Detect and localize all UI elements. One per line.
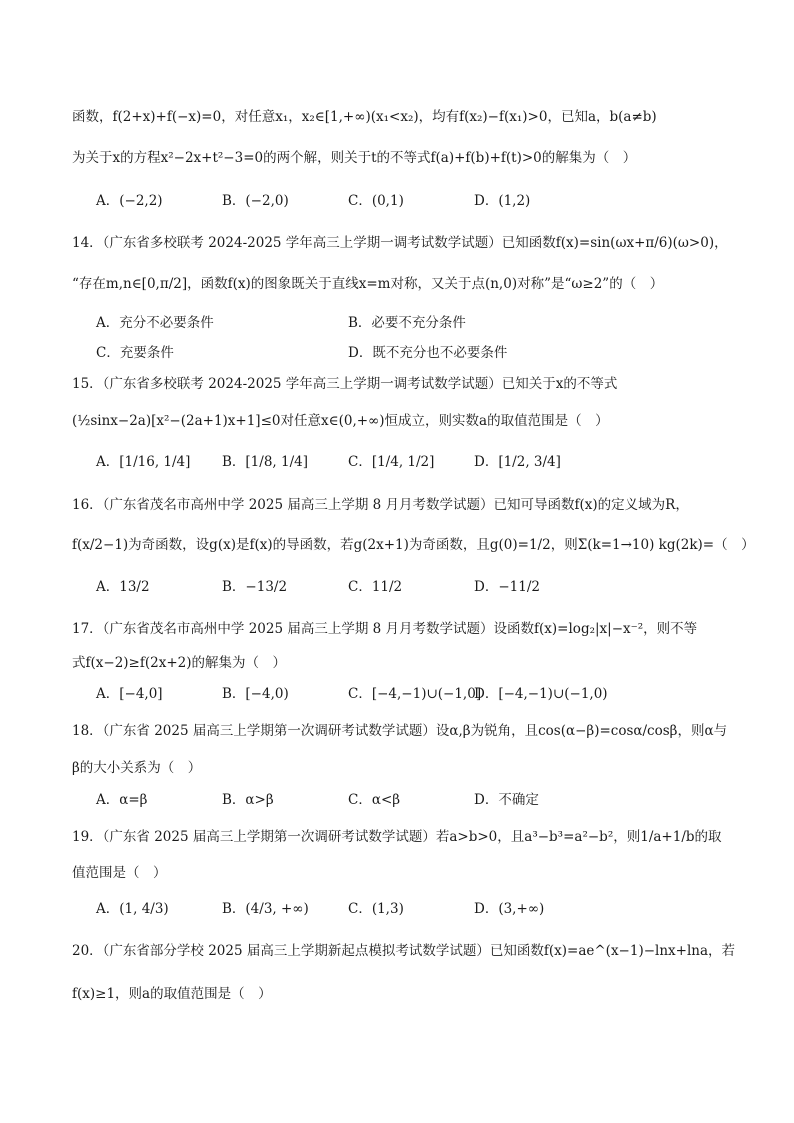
problem-18-line-2: β的大小关系为（ ） bbox=[72, 760, 202, 776]
problem-17-line-1: 17．（广东省茂名市高州中学 2025 届高三上学期 8 月月考数学试题）设函数f(x)=log₂|x|−x⁻²，则不等 bbox=[72, 621, 698, 637]
option-d: D．−11/2 bbox=[474, 579, 540, 595]
option-c: C．11/2 bbox=[348, 579, 403, 595]
option-d: D．[1/2, 3/4] bbox=[474, 454, 561, 470]
problem-20-line-2: f(x)≥1，则a的取值范围是（ ） bbox=[72, 986, 272, 1002]
option-c: C．[1/4, 1/2] bbox=[348, 454, 435, 470]
problem-13-line-2: 为关于x的方程x²−2x+t²−3=0的两个解，则关于t的不等式f(a)+f(b)+f(t)>0的解集为（ ） bbox=[72, 150, 637, 166]
option-b: B．[1/8, 1/4] bbox=[222, 454, 308, 470]
problem-13-options bbox=[96, 193, 734, 209]
option-c: C．充要条件 bbox=[96, 345, 174, 361]
option-b: B．[−4,0) bbox=[222, 686, 289, 702]
option-d: D．(3,+∞) bbox=[474, 901, 545, 917]
problem-20-line-1: 20．（广东省部分学校 2025 届高三上学期新起点模拟考试数学试题）已知函数f(x)=ae^(x−1)−lnx+lna，若 bbox=[72, 943, 736, 959]
problem-14-options-row-2 bbox=[96, 345, 734, 361]
problem-17-options bbox=[96, 686, 734, 702]
option-b: B．α>β bbox=[222, 792, 274, 808]
option-a: A．[1/16, 1/4] bbox=[96, 454, 191, 470]
problem-15-line-2: (½sinx−2a)[x²−(2a+1)x+1]≤0对任意x∈(0,+∞)恒成立，则实数a的取值范围是（ ） bbox=[72, 413, 609, 429]
problem-13-line-1: 函数，f(2+x)+f(−x)=0，对任意x₁，x₂∈[1,+∞)(x₁<x₂)，均有f(x₂)−f(x₁)>0，已知a，b(a≠b) bbox=[72, 109, 657, 125]
option-c: C．[−4,−1)∪(−1,0] bbox=[348, 686, 482, 702]
problem-14-options-row-1 bbox=[96, 315, 734, 331]
option-d: D．[−4,−1)∪(−1,0) bbox=[474, 686, 608, 702]
option-a: A．(−2,2) bbox=[96, 193, 163, 209]
option-c: C．(1,3) bbox=[348, 901, 404, 917]
problem-15-line-1: 15．（广东省多校联考 2024-2025 学年高三上学期一调考试数学试题）已知关于x的不等式 bbox=[72, 376, 618, 392]
problem-16-line-2: f(x/2−1)为奇函数，设g(x)是f(x)的导函数，若g(2x+1)为奇函数，且g(0)=1/2，则Σ(k=1→10) kg(2k)=（ ） bbox=[72, 537, 755, 553]
option-b: B．(−2,0) bbox=[222, 193, 289, 209]
problem-15-options bbox=[96, 454, 734, 470]
option-b: B．(4/3, +∞) bbox=[222, 901, 309, 917]
option-d: D．不确定 bbox=[474, 792, 539, 808]
option-a: A．[−4,0] bbox=[96, 686, 163, 702]
option-d: D．(1,2) bbox=[474, 193, 531, 209]
option-d: D．既不充分也不必要条件 bbox=[348, 345, 508, 361]
option-a: A．(1, 4/3) bbox=[96, 901, 169, 917]
problem-16-options bbox=[96, 579, 734, 595]
problem-19-line-1: 19．（广东省 2025 届高三上学期第一次调研考试数学试题）若a>b>0，且a³−b³=a²−b²，则1/a+1/b的取 bbox=[72, 829, 722, 845]
option-a: A．13/2 bbox=[96, 579, 150, 595]
problem-17-line-2: 式f(x−2)≥f(2x+2)的解集为（ ） bbox=[72, 655, 286, 671]
option-b: B．必要不充分条件 bbox=[348, 315, 466, 331]
problem-14-line-2: “存在m,n∈[0,π/2]，函数f(x)的图象既关于直线x=m对称，又关于点(n,0)对称”是“ω≥2”的（ ） bbox=[72, 276, 664, 292]
option-c: C．(0,1) bbox=[348, 193, 404, 209]
option-a: A．充分不必要条件 bbox=[96, 315, 214, 331]
problem-19-line-2: 值范围是（ ） bbox=[72, 865, 167, 881]
option-b: B．−13/2 bbox=[222, 579, 288, 595]
problem-18-options bbox=[96, 792, 734, 808]
problem-19-options bbox=[96, 901, 734, 917]
problem-14-line-1: 14．（广东省多校联考 2024-2025 学年高三上学期一调考试数学试题）已知函数f(x)=sin(ωx+π/6)(ω>0)， bbox=[72, 235, 728, 251]
problem-18-line-1: 18．（广东省 2025 届高三上学期第一次调研考试数学试题）设α,β为锐角，且cos(α−β)=cosα/cosβ，则α与 bbox=[72, 723, 728, 739]
option-a: A．α=β bbox=[96, 792, 148, 808]
problem-16-line-1: 16．（广东省茂名市高州中学 2025 届高三上学期 8 月月考数学试题）已知可导函数f(x)的定义域为R， bbox=[72, 497, 689, 513]
option-c: C．α<β bbox=[348, 792, 401, 808]
